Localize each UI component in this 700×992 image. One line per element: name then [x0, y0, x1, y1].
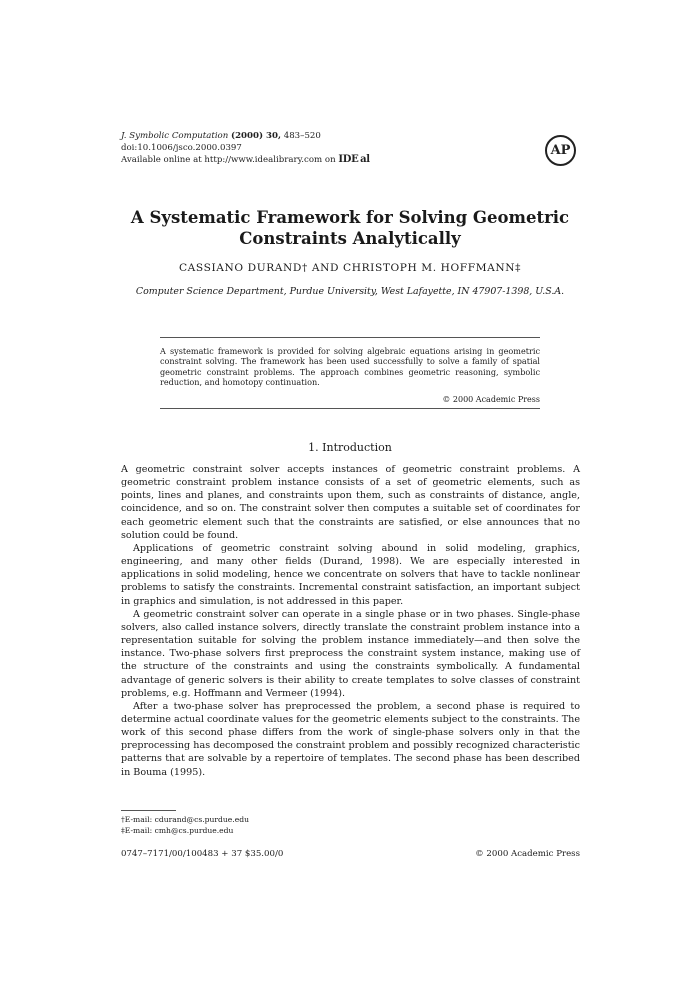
available-online-line	[121, 154, 541, 167]
journal-citation	[121, 131, 541, 143]
paragraph: After a two-phase solver has preprocessed the problem, a second phase is required to determine actual coordinate values for the geometric elements subject to the constraints. The work of this second phase differs from the work of single-phase solvers only in that the preprocessing has decomposed the constraint problem and possibly recognized characteristic patterns that are solvable by a repertoire of templates. The second phase has been described in Bouma (1995).	[121, 700, 580, 778]
paragraph: A geometric constraint solver can operate in a single phase or in two phases. Single-phase solvers, also called instance solvers, directly translate the constraint problem instance into a representation suitable for solving the problem instance immediately—and then solve the instance. Two-phase solvers first preprocess the constraint system instance, making use of the structure of the constraints and using the constraints symbolically. A fundamental advantage of generic solvers is their ability to create templates to solve classes of constraint problems, e.g. Hoffmann and Vermeer (1994).	[121, 608, 580, 699]
footnote: †E-mail: cdurand@cs.purdue.edu	[121, 815, 249, 824]
journal-pages: 483–520	[283, 131, 321, 141]
body-text	[121, 463, 580, 779]
doi-line: doi:10.1006/jsco.2000.0397	[121, 142, 242, 153]
ideal-logo: IDE al	[338, 154, 370, 166]
journal-name: J. Symbolic Computation	[121, 131, 229, 141]
paragraph: Applications of geometric constraint solving abound in solid modeling, graphics, engineering, and many other fields (Durand, 1998). We are especially interested in applications in solid modeling, hence we concentrate on solvers that have to tackle nonlinear problems to satisfy the constraints. Incremental constraint satisfaction, an important subject in graphics and simulation, is not addressed in this paper.	[121, 542, 580, 607]
abstract-bottom-rule	[160, 408, 540, 409]
issn-code: 0747–7171/00/100483 + 37 $35.00/0	[121, 849, 284, 859]
paper-title-line-2: Constraints Analytically	[239, 229, 461, 248]
journal-year-volume: (2000) 30,	[231, 131, 282, 141]
abstract: A systematic framework is provided for solving algebraic equations arising in geometric constraint solving. The framework has been used successfully to solve a family of spatial geometric constraint problems. The approach combines geometric reasoning, symbolic reduction, and homotopy continuation.	[160, 346, 540, 387]
abstract-top-rule	[160, 337, 540, 338]
affiliation: Computer Science Department, Purdue University, West Lafayette, IN 47907-1398, U.S.A.	[135, 286, 565, 297]
available-online-text: Available online at http://www.idealibrary.com on	[121, 155, 336, 166]
paper-title	[100, 207, 600, 249]
abstract-copyright: © 2000 Academic Press	[442, 395, 540, 404]
authors: CASSIANO DURAND† AND CHRISTOPH M. HOFFMANN‡	[178, 262, 522, 274]
bottom-line	[121, 849, 580, 859]
footnotes	[121, 814, 580, 836]
paper-title-line-1: A Systematic Framework for Solving Geometric	[130, 208, 570, 227]
bottom-copyright: © 2000 Academic Press	[475, 849, 580, 859]
footnote-rule	[121, 810, 176, 811]
publisher-logo-icon: AP	[545, 135, 576, 166]
paragraph: A geometric constraint solver accepts instances of geometric constraint problems. A geometric constraint problem instance consists of a set of geometric elements, such as points, lines and planes, and constraints upon them, such as constraints of distance, angle, coincidence, and so on. The constraint solver then computes a suitable set of coordinates for each geometric element such that the constraints are satisfied, or else announces that no solution could be found.	[121, 464, 580, 541]
journal-header	[121, 131, 541, 167]
section-heading: 1. Introduction	[308, 441, 392, 454]
footnote: ‡E-mail: cmh@cs.purdue.edu	[121, 826, 234, 835]
